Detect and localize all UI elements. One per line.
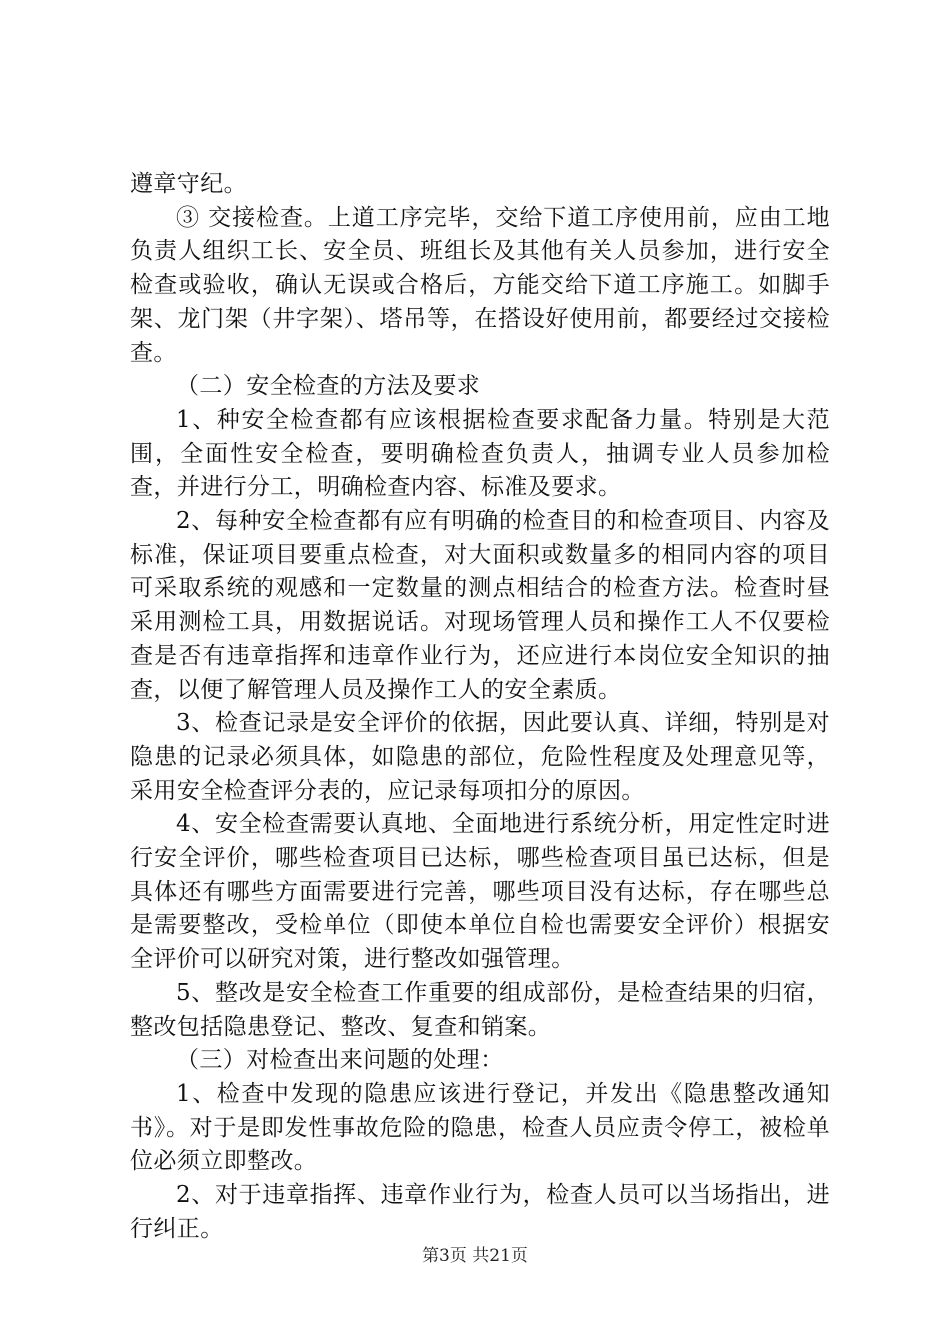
paragraph-item-5: 5、整改是安全检查工作重要的组成部份，是检查结果的归宿，整改包括隐患登记、整改、复查和销案。 (130, 979, 830, 1040)
paragraph-item-1: 1、种安全检查都有应该根据检查要求配备力量。特别是大范围，全面性安全检查，要明确检查负责人，抽调专业人员参加检查，并进行分工，明确检查内容、标准及要求。 (130, 406, 830, 501)
paragraph-continuation: 遵章守纪。 (130, 171, 247, 197)
paragraph-item-2: 2、每种安全检查都有应有明确的检查目的和检查项目、内容及标准，保证项目要重点检查，对大面积或数量多的相同内容的项目可采取系统的观感和一定数量的测点相结合的检查方法。检查时昼采用测检工具，用数据说话。对现场管理人员和操作工人不仅要检查是否有违章指挥和违章作业行为，还应进行本岗位安全知识的抽查，以便了解管理人员及操作工人的安全素质。 (130, 508, 830, 703)
paragraph-handling-2: 2、对于违章指挥、违章作业行为，检查人员可以当场指出，进行纠正。 (130, 1182, 830, 1242)
document-body (130, 168, 830, 1247)
section-heading-methods: （二）安全检查的方法及要求 (176, 373, 481, 400)
paragraph-handling-1: 1、检查中发现的隐患应该进行登记，并发出《隐患整改通知书》。对于是即发性事故危险的隐患，检查人员应责令停工，被检单位必须立即整改。 (130, 1080, 830, 1175)
section-heading-handling: （三）对检查出来问题的处理： (176, 1047, 504, 1074)
paragraph-item-3: 3、检查记录是安全评价的依据，因此要认真、详细，特别是对隐患的记录必须具体，如隐患的部位，危险性程度及处理意见等，采用安全检查评分表的，应记录每项扣分的原因。 (130, 710, 830, 804)
page-footer: 第3页 共21页 (422, 1246, 528, 1266)
paragraph-handover-inspection: ③ 交接检查。上道工序完毕，交给下道工序使用前，应由工地负责人组织工长、安全员、班组长及其他有关人员参加，进行安全检查或验收，确认无误或合格后，方能交给下道工序施工。如脚手架、龙门架（井字架）、塔吊等，在搭设好使用前，都要经过交接检查。 (130, 204, 830, 366)
paragraph-item-4: 4、安全检查需要认真地、全面地进行系统分析，用定性定时进行安全评价，哪些检查项目已达标，哪些检查项目虽已达标，但是具体还有哪些方面需要进行完善，哪些项目没有达标，存在哪些总是需要整改，受检单位（即使本单位自检也需要安全评价）根据安全评价可以研究对策，进行整改如强管理。 (130, 811, 830, 973)
